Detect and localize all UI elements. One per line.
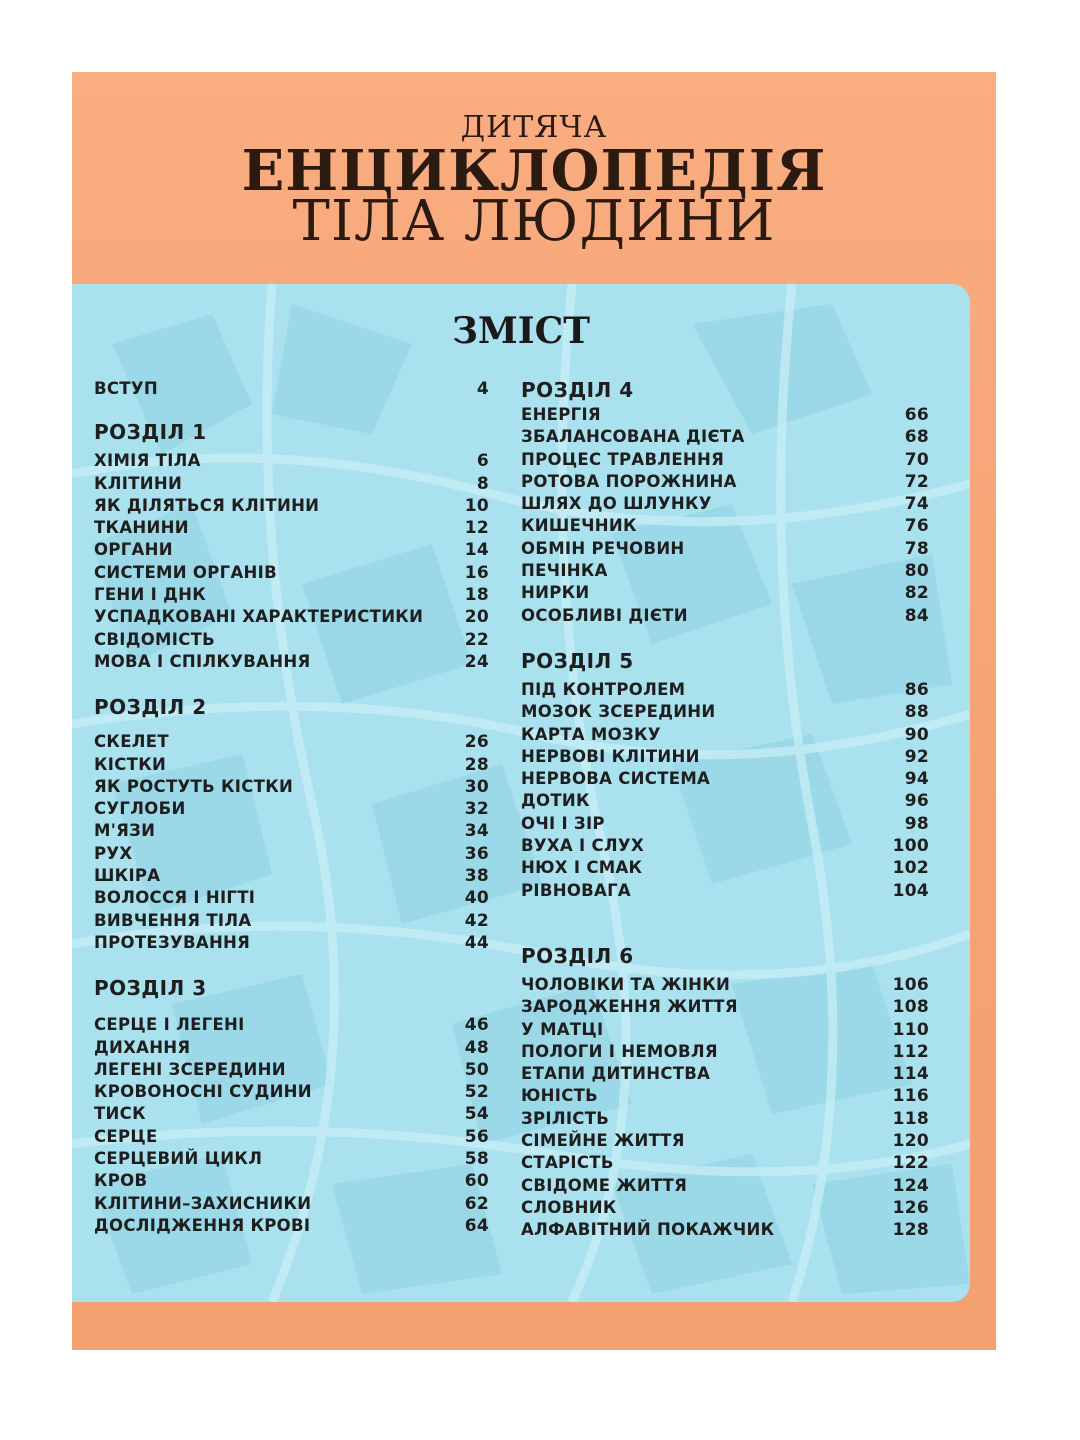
toc-entry-label: СУГЛОБИ <box>94 799 186 819</box>
toc-entry-label: ТКАНИНИ <box>94 518 189 538</box>
toc-entry <box>94 473 489 495</box>
toc-entry-label: ОСОБЛИВІ ДІЄТИ <box>521 605 688 625</box>
toc-entry-label: ЗРІЛІСТЬ <box>521 1108 610 1128</box>
section-heading: РОЗДІЛ 1 <box>94 420 207 445</box>
toc-entry-label: СЕРЦЕ І ЛЕГЕНІ <box>94 1015 245 1035</box>
toc-entry-label: СВІДОМІСТЬ <box>94 629 216 649</box>
toc-entry-page: 38 <box>464 866 489 887</box>
toc-entry-label: НЕРВОВІ КЛІТИНИ <box>521 746 700 766</box>
toc-entry-label: СИСТЕМИ ОРГАНІВ <box>94 562 277 582</box>
toc-entry-label: РІВНОВАГА <box>521 880 631 900</box>
toc-entry-label: ВСТУП <box>94 379 158 398</box>
toc-entry-page: 86 <box>904 679 929 700</box>
book-title <box>72 110 996 252</box>
toc-entry-page: 90 <box>904 724 929 745</box>
toc-entry-page: 62 <box>464 1193 489 1214</box>
toc-entry-page: 32 <box>464 799 489 820</box>
toc-entry-page: 84 <box>904 605 929 626</box>
toc-entry-page: 82 <box>904 583 929 604</box>
section-heading: РОЗДІЛ 3 <box>94 976 207 1001</box>
toc-entry-page: 44 <box>464 932 489 953</box>
toc-entry <box>94 1081 489 1103</box>
toc-entry-label: ЮНІСТЬ <box>521 1086 599 1106</box>
toc-entry-label: КРОВОНОСНІ СУДИНИ <box>94 1082 312 1102</box>
toc-entry-label: ВИВЧЕННЯ ТІЛА <box>94 910 252 930</box>
toc-entry <box>521 835 929 857</box>
section-heading: РОЗДІЛ 4 <box>521 378 634 402</box>
toc-entry-label: ГЕНИ І ДНК <box>94 585 207 605</box>
toc-entry <box>521 768 929 790</box>
toc-entry-page: 6 <box>476 451 489 472</box>
toc-entry-page: 120 <box>892 1131 929 1152</box>
toc-entry-page: 60 <box>464 1171 489 1192</box>
book-page <box>72 72 996 1350</box>
toc-entry <box>94 517 489 539</box>
toc-entry <box>521 426 929 448</box>
toc-entry-label: КРОВ <box>94 1171 148 1191</box>
toc-entry-page: 26 <box>464 732 489 753</box>
toc-entry-label: РОТОВА ПОРОЖНИНА <box>521 471 737 491</box>
toc-entry <box>94 584 489 606</box>
toc-entry-page: 80 <box>904 561 929 582</box>
toc-entry-label: КАРТА МОЗКУ <box>521 724 661 744</box>
toc-entry <box>94 629 489 651</box>
toc-entry <box>521 1130 929 1152</box>
toc-entry <box>94 1215 489 1237</box>
toc-entry-page: 36 <box>464 843 489 864</box>
toc-entry <box>521 746 929 768</box>
toc-entry-label: СЕРЦЕВИЙ ЦИКЛ <box>94 1149 263 1169</box>
toc-entry-label: КИШЕЧНИК <box>521 516 637 536</box>
toc-entry <box>94 539 489 561</box>
toc-entry <box>94 562 489 584</box>
toc-entry-page: 118 <box>892 1108 929 1129</box>
toc-entry-label: ЕНЕРГІЯ <box>521 405 601 424</box>
toc-entry <box>521 974 929 996</box>
toc-entry-label: УСПАДКОВАНІ ХАРАКТЕРИСТИКИ <box>94 607 424 627</box>
toc-entry <box>521 582 929 604</box>
toc-entry <box>94 1059 489 1081</box>
toc-entry <box>94 1037 489 1059</box>
toc-entry-page: 94 <box>904 769 929 790</box>
toc-entry <box>521 857 929 879</box>
toc-entry-page: 14 <box>464 540 489 561</box>
toc-entry-label: ВОЛОССЯ І НІГТІ <box>94 888 256 908</box>
toc-entry-label: КЛІТИНИ <box>94 473 183 493</box>
toc-entry <box>94 731 489 753</box>
toc-entry-page: 66 <box>904 405 929 425</box>
toc-entry <box>521 1085 929 1107</box>
toc-entry-page: 52 <box>464 1082 489 1103</box>
toc-entry-page: 104 <box>892 880 929 901</box>
toc-entry-label: НИРКИ <box>521 583 590 603</box>
toc-entry-label: СІМЕЙНЕ ЖИТТЯ <box>521 1131 685 1151</box>
toc-entry <box>94 1170 489 1192</box>
toc-entry-page: 64 <box>464 1215 489 1236</box>
toc-entry-page: 28 <box>464 754 489 775</box>
toc-entry <box>521 493 929 515</box>
toc-entry <box>521 790 929 812</box>
toc-entry-label: ШКІРА <box>94 866 161 886</box>
toc-entry <box>521 449 929 471</box>
toc-entry-page: 56 <box>464 1126 489 1147</box>
toc-entry-page: 88 <box>904 702 929 723</box>
toc-entry-page: 92 <box>904 746 929 767</box>
toc-entry-page: 50 <box>464 1059 489 1080</box>
toc-entry-page: 128 <box>892 1220 929 1241</box>
toc-entry-page: 70 <box>904 449 929 470</box>
toc-entry-label: АЛФАВІТНИЙ ПОКАЖЧИК <box>521 1220 775 1240</box>
toc-entry-page: 16 <box>464 562 489 583</box>
toc-entry-page: 110 <box>892 1019 929 1040</box>
toc-entry-label: У МАТЦІ <box>521 1019 604 1039</box>
toc-entry-page: 98 <box>904 813 929 834</box>
toc-entry <box>94 843 489 865</box>
toc-entry-page: 114 <box>892 1064 929 1085</box>
toc-entry-label: ЕТАПИ ДИТИНСТВА <box>521 1064 711 1084</box>
toc-entry-page: 122 <box>892 1153 929 1174</box>
toc-entry-label: КІСТКИ <box>94 754 167 774</box>
toc-entry-page: 126 <box>892 1197 929 1218</box>
toc-entry-label: ДОСЛІДЖЕННЯ КРОВІ <box>94 1215 311 1235</box>
contents-column-right <box>521 378 929 1242</box>
toc-entry <box>521 996 929 1018</box>
toc-entry-label: СКЕЛЕТ <box>94 732 169 752</box>
toc-entry-label: ОЧІ І ЗІР <box>521 813 605 833</box>
toc-entry-label: СЕРЦЕ <box>94 1126 158 1146</box>
title-line-3: ТІЛА ЛЮДИНИ <box>292 189 776 254</box>
toc-entry-label: МОЗОК ЗСЕРЕДИНИ <box>521 702 716 722</box>
toc-entry-label: ДИХАННЯ <box>94 1037 191 1057</box>
toc-entry-page: 124 <box>892 1175 929 1196</box>
toc-entry-page: 102 <box>892 858 929 879</box>
toc-entry-label: ОРГАНИ <box>94 540 173 560</box>
toc-entry-label: ВУХА І СЛУХ <box>521 836 644 856</box>
toc-entry-page: 4 <box>476 379 489 399</box>
toc-entry <box>94 865 489 887</box>
section-heading: РОЗДІЛ 2 <box>94 695 207 720</box>
toc-entry-label: ТИСК <box>94 1104 146 1124</box>
toc-entry-page: 106 <box>892 974 929 995</box>
toc-entry-page: 8 <box>476 473 489 494</box>
toc-entry-label: ДОТИК <box>521 791 590 811</box>
toc-entry-label: РУХ <box>94 843 133 863</box>
contents-panel <box>72 284 970 1302</box>
toc-entry-page: 34 <box>464 821 489 842</box>
toc-entry-page: 100 <box>892 836 929 857</box>
contents-column-left <box>94 378 489 1237</box>
toc-entry-page: 116 <box>892 1086 929 1107</box>
toc-entry <box>94 1103 489 1125</box>
toc-entry-page: 46 <box>464 1015 489 1036</box>
toc-entry-label: ПРОТЕЗУВАННЯ <box>94 932 251 952</box>
toc-entry <box>521 880 929 902</box>
title-line-1: ДИТЯЧА <box>460 110 608 145</box>
toc-entry-label: ХІМІЯ ТІЛА <box>94 451 201 471</box>
toc-entry <box>521 471 929 493</box>
toc-entry <box>521 1152 929 1174</box>
toc-entry <box>521 404 929 426</box>
toc-entry-label: ОБМІН РЕЧОВИН <box>521 538 685 558</box>
toc-entry-page: 18 <box>464 585 489 606</box>
toc-entry-page: 96 <box>904 791 929 812</box>
toc-entry-page: 68 <box>904 427 929 448</box>
toc-entry-label: СВІДОМЕ ЖИТТЯ <box>521 1175 688 1195</box>
toc-entry <box>521 1197 929 1219</box>
title-line-2: ЕНЦИКЛОПЕДІЯ <box>241 138 827 204</box>
toc-entry <box>521 1041 929 1063</box>
toc-entry-page: 72 <box>904 471 929 492</box>
toc-entry <box>521 1019 929 1041</box>
toc-entry <box>521 724 929 746</box>
toc-entry-label: КЛІТИНИ–ЗАХИСНИКИ <box>94 1193 312 1213</box>
toc-entry <box>521 1063 929 1085</box>
toc-entry-page: 42 <box>464 910 489 931</box>
toc-entry <box>521 560 929 582</box>
toc-entry <box>94 932 489 954</box>
toc-entry-label: ЗБАЛАНСОВАНА ДІЄТА <box>521 427 745 447</box>
toc-entry <box>521 1108 929 1130</box>
toc-entry-page: 40 <box>464 888 489 909</box>
toc-entry <box>94 1193 489 1215</box>
toc-entry-page: 22 <box>464 629 489 650</box>
toc-entry-label: СТАРІСТЬ <box>521 1153 614 1173</box>
toc-entry-page: 10 <box>464 495 489 516</box>
toc-entry <box>94 754 489 776</box>
toc-entry <box>94 820 489 842</box>
toc-entry-page: 74 <box>904 494 929 515</box>
toc-entry-label: М'ЯЗИ <box>94 821 156 841</box>
toc-entry-label: ШЛЯХ ДО ШЛУНКУ <box>521 494 712 514</box>
toc-entry-label: ЯК РОСТУТЬ КІСТКИ <box>94 776 294 796</box>
toc-entry <box>521 515 929 537</box>
toc-entry <box>94 606 489 628</box>
toc-entry-label: ПЕЧІНКА <box>521 561 608 581</box>
toc-entry-label: ЛЕГЕНІ ЗСЕРЕДИНИ <box>94 1059 286 1079</box>
toc-entry <box>94 776 489 798</box>
toc-entry-label: ПОЛОГИ І НЕМОВЛЯ <box>521 1041 718 1061</box>
toc-entry-page: 20 <box>464 607 489 628</box>
toc-entry-label: МОВА І СПІЛКУВАННЯ <box>94 651 311 671</box>
toc-entry <box>94 910 489 932</box>
toc-entry <box>94 450 489 472</box>
toc-entry-page: 12 <box>464 518 489 539</box>
toc-entry-page: 108 <box>892 997 929 1018</box>
toc-entry-label: ПІД КОНТРОЛЕМ <box>521 679 686 699</box>
toc-entry <box>521 701 929 723</box>
toc-entry-label: НЮХ І СМАК <box>521 858 643 878</box>
toc-entry-page: 112 <box>892 1041 929 1062</box>
toc-entry <box>521 813 929 835</box>
toc-entry <box>521 1175 929 1197</box>
toc-entry <box>94 651 489 673</box>
toc-entry-page: 48 <box>464 1037 489 1058</box>
toc-entry-page: 54 <box>464 1104 489 1125</box>
toc-entry <box>94 1148 489 1170</box>
toc-entry-intro <box>94 378 489 400</box>
toc-entry <box>521 1219 929 1241</box>
toc-entry-label: ЗАРОДЖЕННЯ ЖИТТЯ <box>521 997 738 1017</box>
toc-entry-label: ЧОЛОВІКИ ТА ЖІНКИ <box>521 974 731 994</box>
contents-heading: ЗМІСТ <box>451 310 591 352</box>
toc-entry-label: ЯК ДІЛЯТЬСЯ КЛІТИНИ <box>94 495 320 515</box>
toc-entry-label: СЛОВНИК <box>521 1197 617 1217</box>
toc-entry <box>94 1126 489 1148</box>
toc-entry-page: 76 <box>904 516 929 537</box>
toc-entry <box>521 605 929 627</box>
toc-entry <box>94 798 489 820</box>
toc-entry <box>94 1014 489 1036</box>
toc-entry-page: 78 <box>904 538 929 559</box>
section-heading: РОЗДІЛ 5 <box>521 648 634 673</box>
toc-entry-page: 30 <box>464 776 489 797</box>
toc-entry-page: 58 <box>464 1149 489 1170</box>
toc-entry-label: ПРОЦЕС ТРАВЛЕННЯ <box>521 449 725 469</box>
toc-entry <box>94 495 489 517</box>
toc-entry-label: НЕРВОВА СИСТЕМА <box>521 769 711 789</box>
section-heading: РОЗДІЛ 6 <box>521 943 634 968</box>
toc-entry <box>94 887 489 909</box>
toc-entry-page: 24 <box>464 651 489 672</box>
toc-entry <box>521 538 929 560</box>
toc-entry <box>521 679 929 701</box>
